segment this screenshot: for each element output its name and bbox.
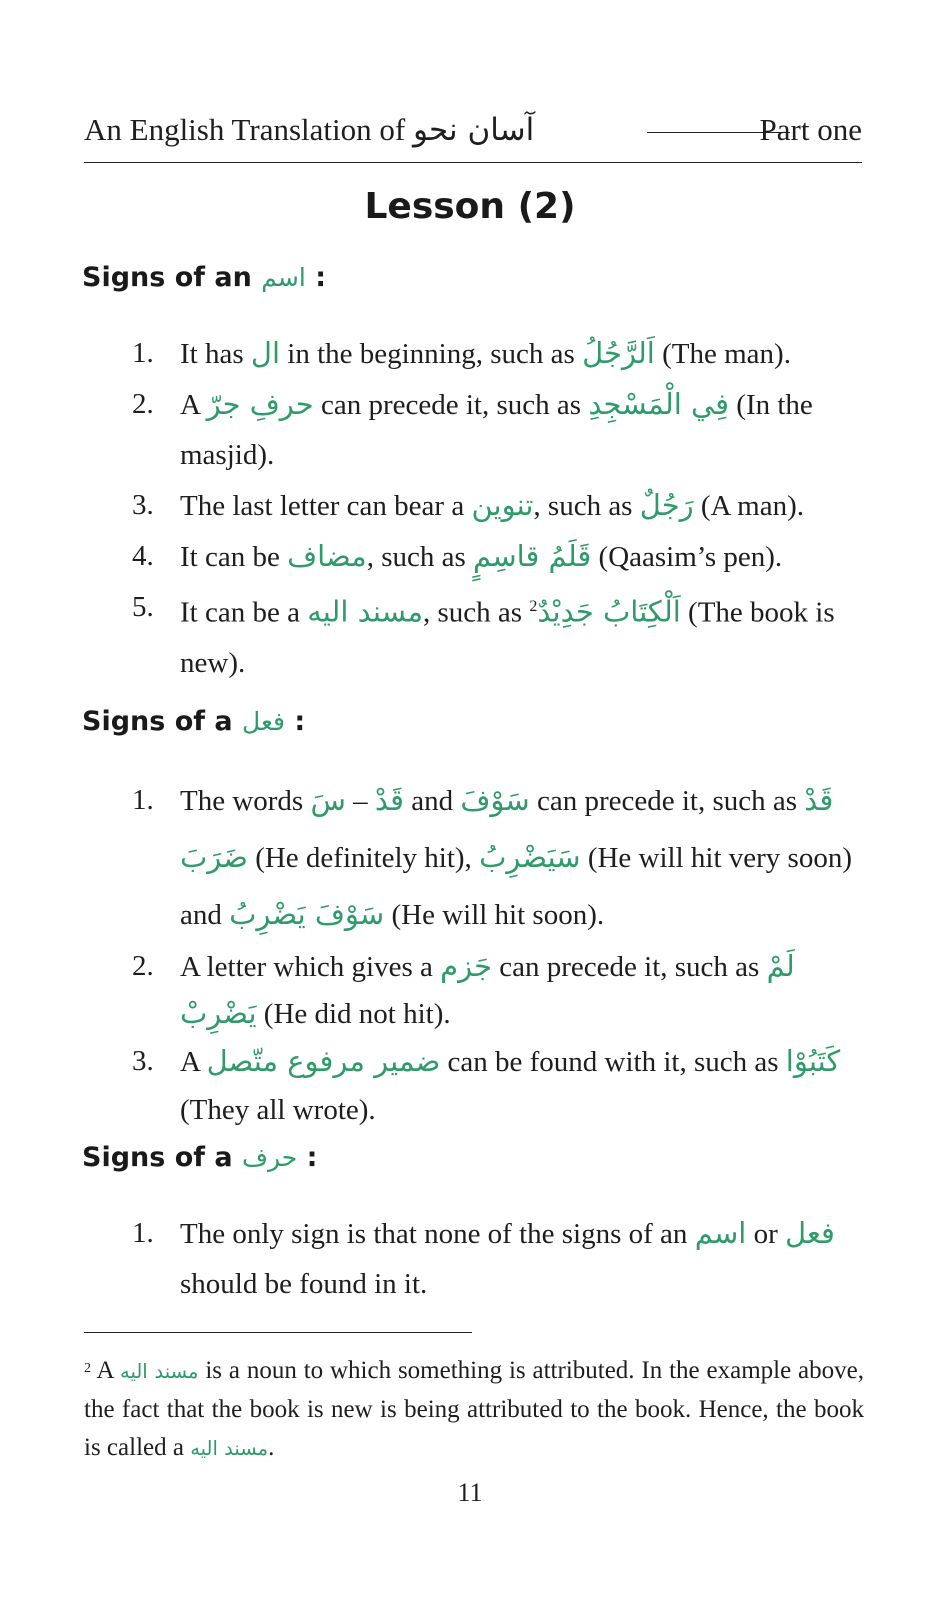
item-number: 3. [132, 1045, 154, 1077]
item-text: The only sign is that none of the signs of an اسم or فعل should be found in it. [180, 1216, 835, 1300]
footnote: $^2$ A مسند اليه is a noun to which something is attributed. In the example above, the fact that the book is new is being attributed to the book. Hence, the book is called a مسند اليه. [84, 1357, 864, 1461]
page-header [84, 112, 862, 162]
list-ism [132, 328, 867, 688]
item-text: The words قَدْ – سَ and سَوْفَ can precede it, such as قَدْ ضَرَبَ (He definitely hit), سَيَضْرِبُ (He will hit very soon) and سَوْفَ يَضْرِبُ (He will hit soon). [180, 783, 852, 931]
item-text: It has ال in the beginning, such as اَلرَّجُلُ (The man). [180, 336, 791, 370]
item-number: 1. [132, 784, 154, 816]
header-part: Part one [759, 112, 862, 147]
item-text: A حرفِ جرّ can precede it, such as فِي الْمَسْجِدِ (In the masjid). [180, 387, 813, 471]
section-heading-ism: Signs of an اسم : [82, 262, 327, 293]
item-number: 1. [132, 337, 154, 369]
list-item [132, 772, 867, 943]
arabic-term: اسم [261, 263, 306, 292]
list-item [132, 328, 867, 379]
list-item [132, 1208, 867, 1309]
footnote-rule [84, 1332, 472, 1333]
item-text: It can be مضاف, such as قَلَمُ قاسِمٍ (Qaasim’s pen). [180, 539, 783, 573]
item-text: It can be a مسند اليه, such as $^2$اَلْكِتَابُ جَدِيْدٌ (The book is new). [180, 594, 835, 679]
list-harf [132, 1208, 867, 1309]
list-item [132, 379, 867, 480]
item-text: The last letter can bear a تنوين, such as رَجُلٌ (A man). [180, 488, 804, 522]
footnote-ref: 2 [529, 598, 538, 615]
list-item [132, 1037, 867, 1134]
header-underline [84, 162, 862, 163]
section-heading-harf: Signs of a حرف : [82, 1142, 318, 1173]
list-item [132, 943, 867, 1037]
list-item [132, 531, 867, 582]
item-number: 3. [132, 489, 154, 521]
item-text: A letter which gives a جَزم can precede it, such as لَمْ يَضْرِبْ (He did not hit). [180, 949, 795, 1030]
footnote-marker: 2 [84, 1361, 91, 1376]
page-number: 11 [457, 1478, 483, 1507]
arabic-term: فعل [242, 707, 285, 736]
item-text: A ضمير مرفوع متّصل can be found with it, such as كَتَبُوْا (They all wrote). [180, 1044, 841, 1126]
lesson-title: Lesson (2) [364, 186, 576, 227]
item-number: 5. [132, 591, 154, 623]
header-title-arabic: آسان نحو [412, 112, 535, 148]
list-item [132, 480, 867, 531]
item-number: 4. [132, 540, 154, 572]
arabic-term: حرف [242, 1143, 298, 1172]
section-heading-fil: Signs of a فعل : [82, 706, 306, 737]
list-fil [132, 772, 867, 1134]
item-number: 2. [132, 388, 154, 420]
item-number: 2. [132, 950, 154, 982]
item-number: 1. [132, 1217, 154, 1249]
list-item [132, 582, 867, 688]
header-title: An English Translation of آسان نحو [84, 112, 535, 148]
